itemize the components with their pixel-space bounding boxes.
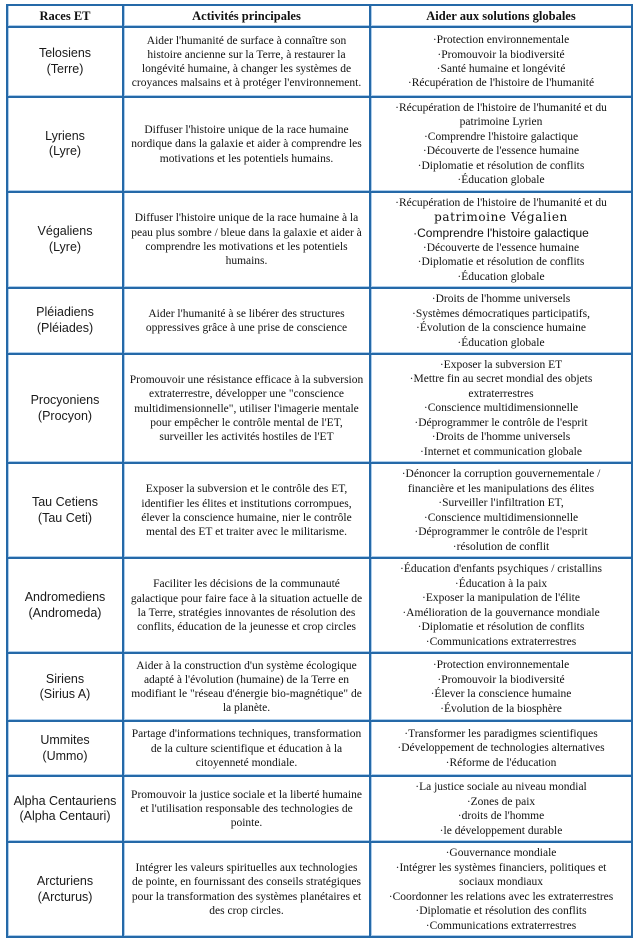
race-cell: [7, 721, 123, 776]
table-row: [7, 288, 632, 354]
activities-cell: Aider l'humanité de surface à connaître son histoire ancienne sur la Terre, à restaurer la longévité humaine, à changer les systèmes de croyances malsains et à protéger l'environnement.: [123, 27, 370, 97]
solution-item: · Découverte de l'essence humaine: [375, 241, 627, 255]
solution-item: · Gouvernance mondiale: [375, 846, 627, 860]
race-name: Pléiadiens: [36, 305, 94, 320]
race-cell: [7, 27, 123, 97]
race-origin: (Andromeda): [28, 605, 102, 620]
solution-item: · Internet et communication globale: [375, 445, 627, 459]
solutions-cell: [370, 354, 632, 463]
solution-item: · Dénoncer la corruption gouvernementale /: [375, 467, 627, 481]
header-cell-solutions: Aider aux solutions globales: [370, 5, 632, 27]
solution-item: · Élever la conscience humaine: [375, 687, 627, 701]
race-name: Arcturiens: [36, 873, 94, 888]
activities-cell: Aider à la construction d'un système écologique adapté à l'évolution (humaine) de la Terre en modifiant le "réseau d'énergie bio-magnétique" de la planète.: [123, 653, 370, 721]
activities-cell: Intégrer les valeurs spirituelles aux technologies de pointe, en fournissant des conseils stratégiques pour la transformation des systèmes planétaires et des crop circles.: [123, 842, 370, 937]
solutions-cell: [370, 97, 632, 192]
race-cell: [7, 463, 123, 558]
race-origin: (Ummo): [42, 748, 88, 763]
activities-cell: Promouvoir une résistance efficace à la subversion extraterrestre, développer une "conscience multidimensionnelle", utiliser l'imagerie mentale pour empêcher le contrôle mental de l'ET, surveiller les activités hostiles de l'ET: [123, 354, 370, 463]
solution-item: · Récupération de l'histoire de l'humanité et du: [375, 101, 627, 115]
solution-item: · Découverte de l'essence humaine: [375, 144, 627, 158]
race-origin: (Alpha Centauri): [19, 809, 111, 824]
solution-item: · Protection environnementale: [375, 33, 627, 47]
solution-item: · Évolution de la biosphère: [375, 702, 627, 716]
solution-item: patrimoine Végalien: [434, 210, 568, 225]
solution-item: · Diplomatie et résolution de conflits: [375, 255, 627, 269]
table-row: [7, 27, 632, 97]
solution-item: · Zones de paix: [375, 795, 627, 809]
solution-item: · Développement de technologies alternatives: [375, 741, 627, 755]
solution-item: · La justice sociale au niveau mondial: [375, 780, 627, 794]
solution-item: · Déprogrammer le contrôle de l'esprit: [375, 416, 627, 430]
solution-item: · le développement durable: [375, 824, 627, 838]
table-row: [7, 192, 632, 288]
solution-item: · Surveiller l'infiltration ET,: [375, 496, 627, 510]
solution-item: · Récupération de l'histoire de l'humanité: [375, 76, 627, 90]
activities-cell: Aider l'humanité à se libérer des structures oppressives grâce à une prise de conscience: [123, 288, 370, 354]
solution-item: · Éducation à la paix: [375, 577, 627, 591]
solution-item: · Promouvoir la biodiversité: [375, 673, 627, 687]
solution-item: · Amélioration de la gouvernance mondiale: [375, 606, 627, 620]
solution-item: · Communications extraterrestres: [375, 919, 627, 933]
solutions-cell: [370, 288, 632, 354]
solution-item: · Promouvoir la biodiversité: [375, 48, 627, 62]
activities-cell: Faciliter les décisions de la communauté galactique pour faire face à la situation actuelle de la Terre, stratégies innovantes de résolution des conflits, éducation de la jeunesse et crop circles: [123, 558, 370, 653]
table-row: [7, 354, 632, 463]
race-name: Telosiens: [38, 46, 92, 61]
race-origin: (Sirius A): [39, 687, 91, 702]
solutions-cell: [370, 653, 632, 721]
table-row: [7, 653, 632, 721]
solution-item: · Mettre fin au secret mondial des objets: [375, 372, 627, 386]
solution-item: · Droits de l'homme universels: [375, 430, 627, 444]
solution-item: · droits de l'homme: [375, 809, 627, 823]
solution-item: · Éducation globale: [375, 336, 627, 350]
race-cell: [7, 842, 123, 937]
race-origin: (Lyre): [48, 239, 82, 254]
race-origin: (Arcturus): [37, 889, 93, 904]
solution-item: · Diplomatie et résolution des conflits: [375, 904, 627, 918]
solution-item: financière et les manipulations des élites: [407, 482, 595, 495]
activities-cell: Partage d'informations techniques, transformation de la culture scientifique et éducation à la citoyenneté mondiale.: [123, 721, 370, 776]
solution-item: · Communications extraterrestres: [375, 635, 627, 649]
solution-item: · Conscience multidimensionnelle: [375, 511, 627, 525]
solution-item: · Exposer la manipulation de l'élite: [375, 591, 627, 605]
race-cell: [7, 776, 123, 842]
race-cell: [7, 653, 123, 721]
solution-item: · Éducation globale: [375, 173, 627, 187]
header-row: [7, 5, 632, 27]
header-cell-activities: Activités principales: [123, 5, 370, 27]
solution-item: · Éducation d'enfants psychiques / cristallins: [375, 562, 627, 576]
race-cell: [7, 558, 123, 653]
solution-item: · Droits de l'homme universels: [375, 292, 627, 306]
solution-item: · Conscience multidimensionnelle: [375, 401, 627, 415]
solution-item: sociaux mondiaux: [459, 876, 543, 889]
activities-cell: Diffuser l'histoire unique de la race humaine nordique dans la galaxie et aider à comprendre les motivations et les potentiels humains.: [123, 97, 370, 192]
solution-item: · Éducation globale: [375, 270, 627, 284]
race-name: Procyoniens: [30, 393, 100, 408]
solutions-cell: [370, 721, 632, 776]
solutions-cell: [370, 558, 632, 653]
table-row: [7, 721, 632, 776]
table-row: [7, 558, 632, 653]
solution-item: · Évolution de la conscience humaine: [375, 321, 627, 335]
solution-item: · Protection environnementale: [375, 658, 627, 672]
race-cell: [7, 192, 123, 288]
solution-item: · Exposer la subversion ET: [375, 358, 627, 372]
table-row: [7, 463, 632, 558]
solution-item: · Diplomatie et résolution de conflits: [375, 159, 627, 173]
solution-item: · Comprendre l'histoire galactique: [375, 130, 627, 144]
activities-cell: Promouvoir la justice sociale et la liberté humaine et l'utilisation responsable des technologies de pointe.: [123, 776, 370, 842]
activities-cell: Exposer la subversion et le contrôle des ET, identifier les élites et institutions corrompues, élever la conscience humaine, nier le contrôle mental des ET et traiter avec le militarisme.: [123, 463, 370, 558]
solutions-cell: [370, 463, 632, 558]
race-name: Andromediens: [24, 590, 106, 605]
table-row: [7, 97, 632, 192]
solution-item: · Systèmes démocratiques participatifs,: [375, 307, 627, 321]
solution-item: extraterrestres: [468, 387, 534, 400]
solutions-cell: [370, 842, 632, 937]
race-name: Tau Cetiens: [31, 495, 98, 510]
solution-item: · Réforme de l'éducation: [375, 756, 627, 770]
race-name: Végaliens: [37, 224, 93, 239]
solution-item: · Déprogrammer le contrôle de l'esprit: [375, 525, 627, 539]
race-origin: (Terre): [46, 62, 84, 76]
race-origin: (Tau Ceti): [37, 510, 93, 525]
race-origin: (Pléiades): [36, 321, 94, 336]
table-row: [7, 776, 632, 842]
race-origin: (Procyon): [37, 408, 93, 423]
table-row: [7, 842, 632, 937]
solution-item: · Récupération de l'histoire de l'humanité et du: [375, 196, 627, 210]
solution-item: · Transformer les paradigmes scientifiques: [375, 727, 627, 741]
race-origin: (Lyre): [48, 144, 82, 159]
solution-item: · Santé humaine et longévité: [375, 62, 627, 76]
solutions-cell: [370, 27, 632, 97]
race-name: Ummites: [40, 733, 90, 748]
solution-item: · résolution de conflit: [375, 540, 627, 554]
activities-cell: Diffuser l'histoire unique de la race humaine à la peau plus sombre / bleue dans la galaxie et aider à comprendre les motivations et les potentiels humains.: [123, 192, 370, 288]
race-name: Lyriens: [45, 128, 85, 143]
et-races-table: [6, 4, 633, 938]
solution-item: · Coordonner les relations avec les extraterrestres: [375, 890, 627, 904]
solutions-cell: [370, 776, 632, 842]
solution-item: patrimoine Lyrien: [459, 116, 543, 129]
header-cell-races: Races ET: [7, 5, 123, 27]
race-cell: [7, 354, 123, 463]
race-name: Siriens: [45, 671, 85, 686]
solution-item: · Comprendre l'histoire galactique: [375, 226, 627, 241]
race-cell: [7, 288, 123, 354]
solutions-cell: [370, 192, 632, 288]
solution-item: · Intégrer les systèmes financiers, politiques et: [375, 861, 627, 875]
solution-item: · Diplomatie et résolution de conflits: [375, 620, 627, 634]
race-name: Alpha Centauriens: [13, 793, 117, 808]
race-cell: [7, 97, 123, 192]
